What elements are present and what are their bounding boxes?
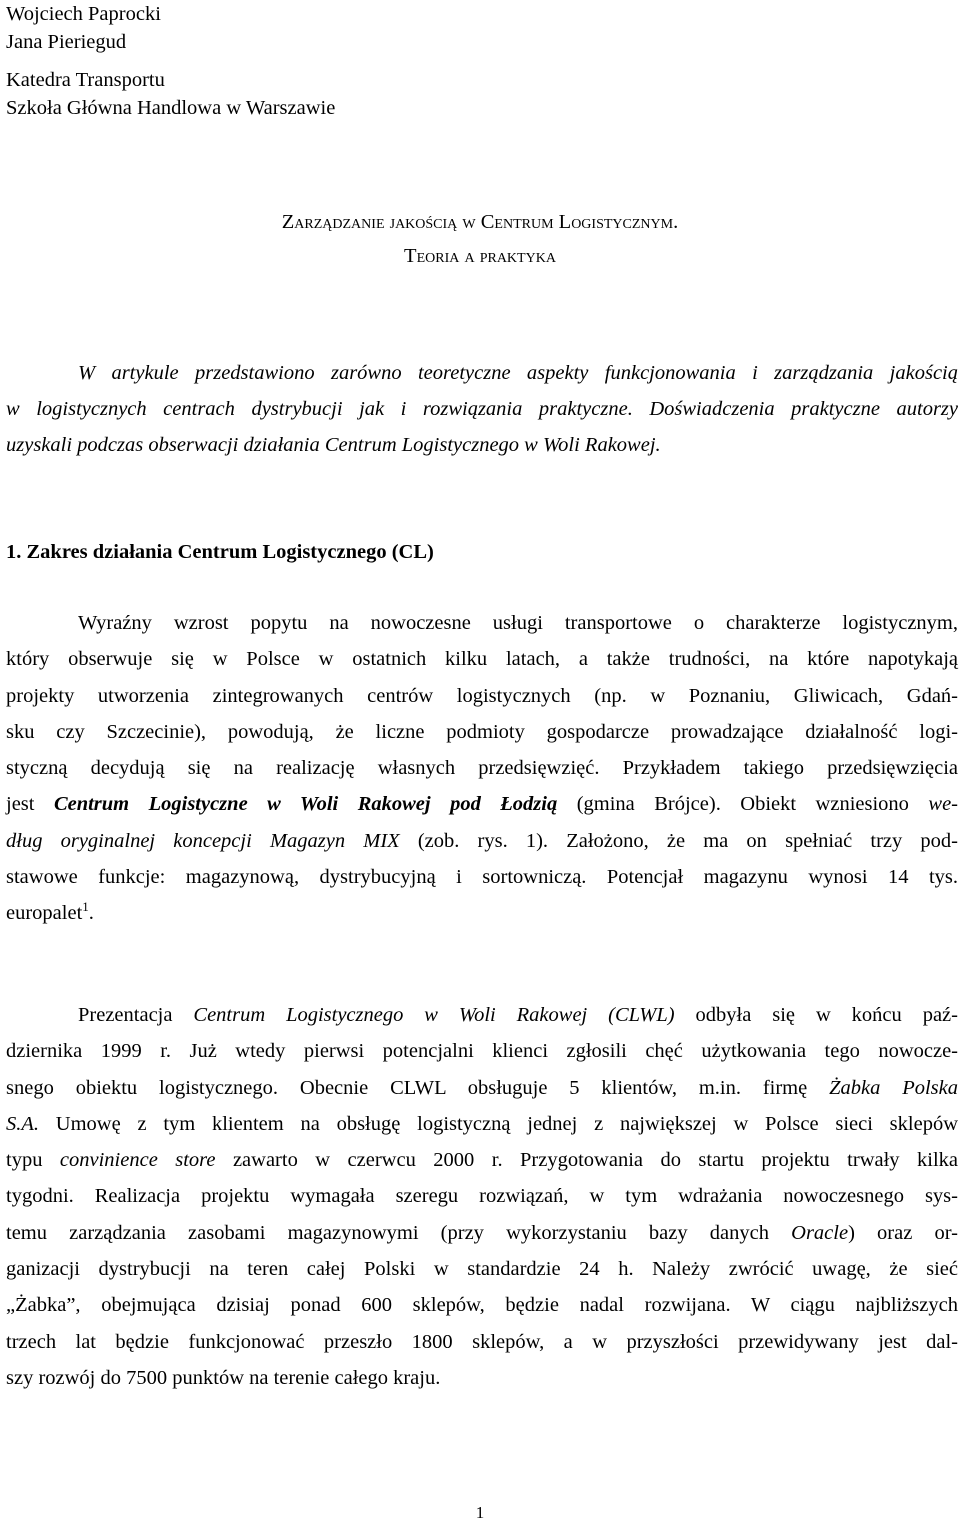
paragraph-line bbox=[6, 1142, 958, 1178]
paragraph-line: szy rozwój do 7500 punktów na terenie całego kraju. bbox=[6, 1366, 441, 1389]
text-run: europalet bbox=[6, 902, 83, 925]
department: Katedra Transportu bbox=[6, 69, 165, 91]
title-line-1: Zarządzanie jakością w Centrum Logistycznym. bbox=[281, 211, 679, 233]
author-block bbox=[6, 0, 161, 56]
emphasis-text: Centrum Logistycznego w Woli Rakowej (CLWL) bbox=[193, 1004, 675, 1026]
paragraph-line: Wyraźny wzrost popytu na nowoczesne usługi transportowe o charakterze logistycznym, bbox=[78, 612, 958, 634]
text-run: (gmina Brójce). Obiekt wzniesiono bbox=[557, 793, 929, 816]
text-run: . bbox=[88, 902, 94, 925]
paragraph-line bbox=[6, 997, 958, 1033]
paragraph-line: dziernika 1999 r. Już wtedy pierwsi potencjalni klienci zgłosili chęć użytkowania tego nowocze- bbox=[6, 1040, 958, 1063]
text-run: odbyła się w końcu paź- bbox=[674, 1004, 958, 1026]
text-run: temu zarządzania zasobami magazynowymi (przy wykorzystaniu bazy danych bbox=[6, 1221, 792, 1244]
author-name: Wojciech Paprocki bbox=[6, 3, 161, 25]
paragraph-1 bbox=[6, 605, 958, 932]
page-number: 1 bbox=[475, 1503, 485, 1522]
text-run: (zob. rys. 1). Założono, że ma on spełniać trzy pod- bbox=[399, 829, 958, 852]
paragraph-line: „Żabka”, obejmująca dzisiaj ponad 600 sklepów, będzie nadal rozwijana. W ciągu najbliższych bbox=[6, 1294, 958, 1317]
paragraph-line: styczną decydują się na realizację własnych przedsięwzięć. Przykładem takiego przedsięwzięcia bbox=[6, 757, 958, 780]
text-run: ) oraz or- bbox=[848, 1221, 958, 1244]
text-run: typu bbox=[6, 1149, 60, 1172]
emphasis-text: we- bbox=[928, 793, 959, 816]
paragraph-line: który obserwuje się w Polsce w ostatnich kilku latach, a także trudności, na które napotykają bbox=[6, 648, 958, 671]
affiliation-block bbox=[6, 66, 335, 122]
abstract-line: uzyskali podczas obserwacji działania Centrum Logistycznego w Woli Rakowej. bbox=[6, 434, 661, 456]
section-heading: 1. Zakres działania Centrum Logistycznego (CL) bbox=[6, 541, 434, 563]
paragraph-line bbox=[6, 823, 958, 859]
text-run: Prezentacja bbox=[78, 1004, 194, 1026]
paragraph-line bbox=[6, 786, 958, 822]
abstract-line: W artykule przedstawiono zarówno teoretyczne aspekty funkcjonowania i zarządzania jakością bbox=[78, 362, 958, 384]
abstract bbox=[6, 355, 958, 463]
text-run: zawarto w czerwcu 2000 r. Przygotowania do startu projektu trwały kilka bbox=[215, 1149, 959, 1172]
paragraph-2 bbox=[6, 997, 958, 1396]
paragraph-line bbox=[6, 1215, 958, 1251]
paragraph-line: tygodni. Realizacja projektu wymagała szeregu rozwiązań, w tym wdrażania nowoczesnego sys- bbox=[6, 1185, 958, 1208]
emphasis-text: Oracle bbox=[791, 1221, 849, 1244]
author-name: Jana Pieriegud bbox=[6, 31, 127, 53]
paragraph-line: stawowe funkcje: magazynową, dystrybucyjną i sortowniczą. Potencjał magazynu wynosi 14 tys. bbox=[6, 866, 958, 889]
paragraph-line bbox=[6, 1070, 958, 1106]
emphasis-text: Żabka Polska bbox=[829, 1076, 959, 1099]
text-run: snego obiektu logistycznego. Obecnie CLWL obsługuje 5 klientów, m.in. firmę bbox=[6, 1076, 830, 1099]
paragraph-line: trzech lat będzie funkcjonować przeszło 1800 sklepów, a w przyszłości przewidywany jest dal- bbox=[6, 1330, 958, 1353]
abstract-line: w logistycznych centrach dystrybucji jak i rozwiązania praktyczne. Doświadczenia praktyczne autorzy bbox=[6, 398, 958, 420]
emphasis-text: dług oryginalnej koncepcji Magazyn MIX bbox=[6, 829, 400, 852]
emphasis-text: S.A. bbox=[6, 1112, 40, 1135]
title-line-2: Teoria a praktyka bbox=[404, 245, 556, 267]
text-run: Umowę z tym klientem na obsługę logistyczną jednej z największej w Polsce sieci sklepów bbox=[39, 1112, 958, 1135]
paragraph-line bbox=[6, 1106, 958, 1142]
footnote-marker[interactable]: 1 bbox=[82, 899, 89, 915]
text-run: jest bbox=[6, 793, 54, 816]
paragraph-line: ganizacji dystrybucji na teren całej Polski w standardzie 24 h. Należy zwrócić uwagę, że sieć bbox=[6, 1258, 958, 1281]
paragraph-line bbox=[6, 895, 958, 931]
paragraph-line: sku czy Szczecinie), powodują, że liczne podmioty gospodarcze prowadzające działalność logi- bbox=[6, 720, 958, 743]
emphasis-text: convinience store bbox=[59, 1149, 216, 1172]
university: Szkoła Główna Handlowa w Warszawie bbox=[6, 97, 336, 119]
paragraph-line: projekty utworzenia zintegrowanych centrów logistycznych (np. w Poznaniu, Gliwicach, Gdań- bbox=[6, 684, 958, 707]
emphasis-text: Centrum Logistyczne w Woli Rakowej pod Łodzią bbox=[53, 793, 558, 816]
